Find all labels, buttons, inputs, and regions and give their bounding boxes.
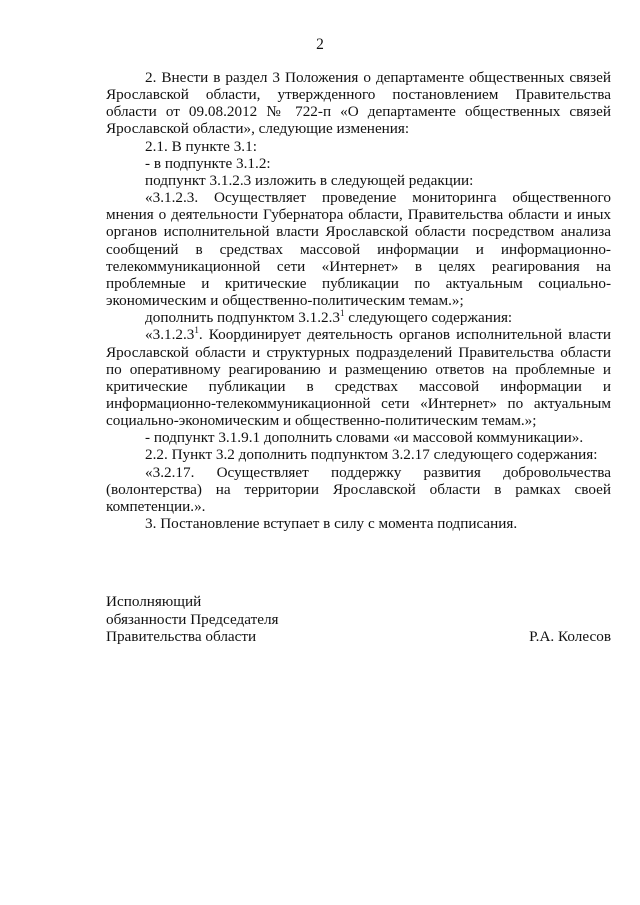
paragraph-item-2: 2. Внести в раздел 3 Положения о департаменте общественных связей Ярославской области, утвержденного постановлением Правительства области от 09.08.2012 № 722-п «О департаменте общественных связей Ярославской области», следующие изменения: <box>106 69 611 138</box>
signature-position-line-3: Правительства области <box>106 628 257 646</box>
page-number: 2 <box>316 36 324 53</box>
paragraph-3-1-2-3-1: «3.1.2.3$^1$. Координирует деятельность органов исполнительной власти Ярославской области и структурных подразделений Правительства области по оперативному реагированию и размещению ответов на проблемные и критические публикации в средствах массовой информации и информационно-телекоммуникационной сети «Интернет» по актуальным социально-экономическим и общественно-политическим темам.»; <box>106 325 611 430</box>
paragraph-3-1-2-3: «3.1.2.3. Осуществляет проведение мониторинга общественного мнения о деятельности Губернатора области, Правительства области и иных органов исполнительной власти Ярославской области посредством анализа сообщений в средствах массовой информации и информационно-телекоммуникационной сети «Интернет» в целях реагирования на проблемные и критические публикации по актуальным социально-экономическим и общественно-политическим темам.»; <box>106 189 611 310</box>
paragraph-item-3: 3. Постановление вступает в силу с момента подписания. <box>145 515 518 533</box>
paragraph-item-2-2: 2.2. Пункт 3.2 дополнить подпунктом 3.2.17 следующего содержания: <box>145 446 598 464</box>
paragraph-new-wording: подпункт 3.1.2.3 изложить в следующей редакции: <box>145 171 474 189</box>
signature-position-line-2: обязанности Председателя <box>106 610 279 628</box>
signature-position-line-1: Исполняющий <box>106 593 202 610</box>
paragraph-3-2-17: «3.2.17. Осуществляет поддержку развития добровольчества (волонтерства) на территории Ярославской области в рамках своей компетенции.». <box>106 463 611 515</box>
signature-last-line <box>106 628 611 646</box>
paragraph-item-2-1: 2.1. В пункте 3.1: <box>145 137 257 155</box>
paragraph-3-1-9-1: - подпункт 3.1.9.1 дополнить словами «и массовой коммуникации». <box>145 429 584 447</box>
document-body <box>106 69 611 532</box>
paragraph-subitem-3-1-2: - в подпункте 3.1.2: <box>145 154 271 172</box>
signatory-name: Р.А. Колесов <box>529 628 611 646</box>
signature-block <box>106 593 611 646</box>
paragraph-add-subitem: дополнить подпунктом 3.1.2.3$^1$ следующего содержания: <box>145 308 513 327</box>
